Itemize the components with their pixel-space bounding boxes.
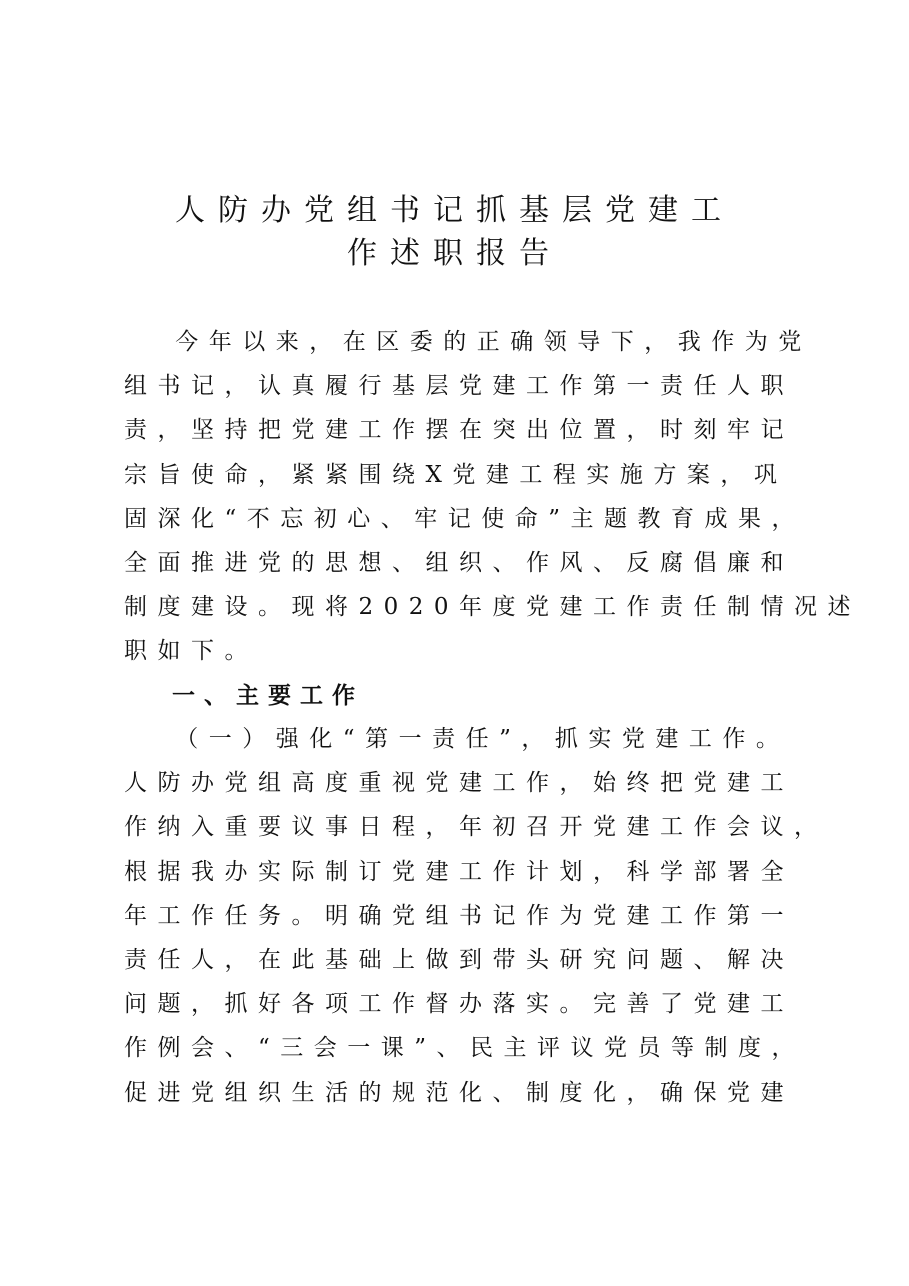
- document-title-line-2: 作述职报告: [347, 236, 562, 271]
- paragraph-line: 责，坚持把党建工作摆在突出位置，时刻牢记: [124, 417, 794, 444]
- paragraph-line: 全面推进党的思想、组织、作风、反腐倡廉和: [124, 549, 794, 576]
- paragraph-line: 固深化“不忘初心、牢记使命”主题教育成果，: [124, 505, 806, 532]
- paragraph-line: 作例会、“三会一课”、民主评议党员等制度，: [124, 1035, 806, 1062]
- paragraph-line: 责任人，在此基础上做到带头研究问题、解决: [124, 946, 794, 973]
- paragraph-line: 根据我办实际制订党建工作计划，科学部署全: [124, 858, 794, 885]
- paragraph-line: 年工作任务。明确党组书记作为党建工作第一: [124, 902, 794, 929]
- document-title-line-1: 人防办党组书记抓基层党建工: [175, 193, 734, 228]
- paragraph-line: 组书记，认真履行基层党建工作第一责任人职: [124, 373, 794, 400]
- section-heading: 一、主要工作: [172, 683, 364, 709]
- paragraph-line: 今年以来，在区委的正确领导下，我作为党: [124, 329, 812, 355]
- paragraph-intro: [124, 320, 862, 674]
- paragraph-main-work: [124, 717, 828, 1115]
- paragraph-line: 作纳入重要议事日程，年初召开党建工作会议，: [124, 814, 828, 841]
- paragraph-line: 人防办党组高度重视党建工作，始终把党建工: [124, 770, 794, 797]
- paragraph-line: 职如下。: [124, 638, 258, 665]
- paragraph-line: 制度建设。现将2020年度党建工作责任制情况述: [124, 594, 862, 621]
- paragraph-line: 促进党组织生活的规范化、制度化，确保党建: [124, 1079, 794, 1106]
- paragraph-line: （一）强化“第一责任”，抓实党建工作。: [124, 726, 790, 752]
- paragraph-line: 问题，抓好各项工作督办落实。完善了党建工: [124, 991, 794, 1018]
- paragraph-line: 宗旨使命，紧紧围绕X党建工程实施方案，巩: [124, 461, 788, 488]
